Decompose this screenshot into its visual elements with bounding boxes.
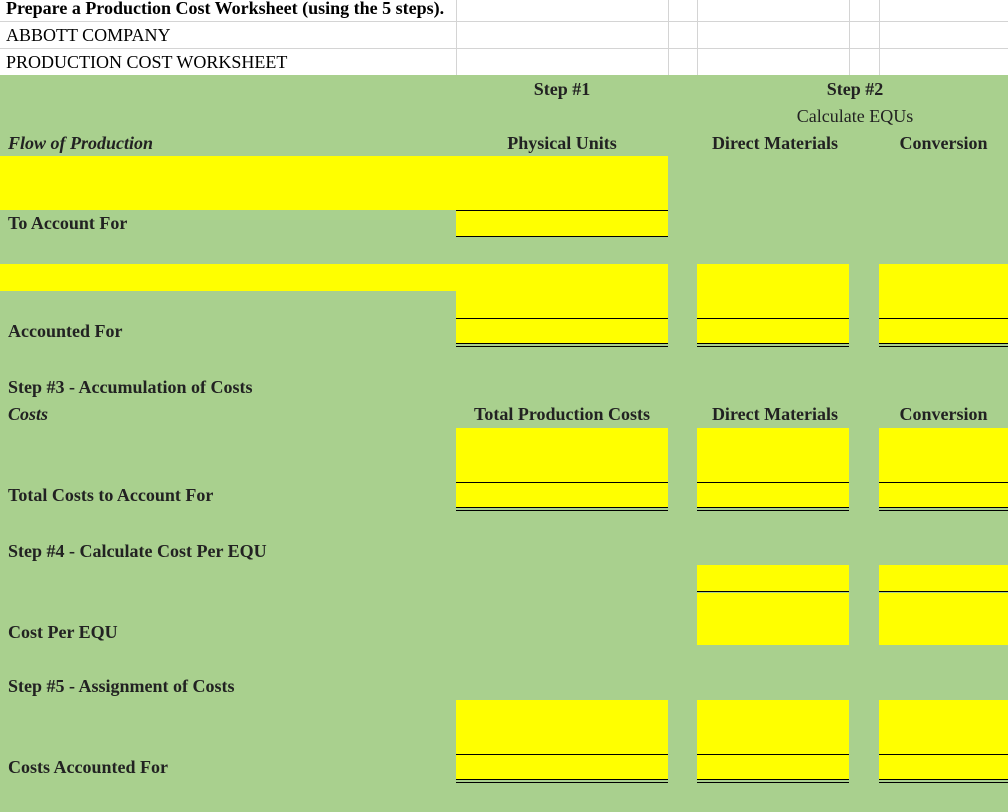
divide-line <box>879 591 1008 592</box>
costs-accounted-for-label[interactable]: Costs Accounted For <box>8 757 168 777</box>
step2-subheader[interactable]: Calculate EQUs <box>796 106 914 126</box>
cost-per-equ-label[interactable]: Cost Per EQU <box>8 622 118 642</box>
input-cell-dm-cpe[interactable] <box>697 593 849 645</box>
step1-header[interactable]: Step #1 <box>533 79 591 99</box>
input-cell-conv-cost[interactable] <box>879 428 1008 482</box>
input-cell-dm-cost-total[interactable] <box>697 483 849 508</box>
input-cell-accounted-desc[interactable] <box>0 264 456 291</box>
double-underline <box>879 343 1008 347</box>
total-production-costs-header[interactable]: Total Production Costs <box>473 404 651 424</box>
gridline <box>668 0 669 75</box>
input-cell-conv-cpe-numerator[interactable] <box>879 565 1008 591</box>
input-cell-conv-equ[interactable] <box>879 264 1008 318</box>
input-cell-assign-tpc[interactable] <box>456 700 668 754</box>
input-cell-dm-cost[interactable] <box>697 428 849 482</box>
double-underline <box>697 779 849 783</box>
step5-label[interactable]: Step #5 - Assignment of Costs <box>8 676 235 696</box>
gridline <box>0 48 1008 49</box>
double-underline <box>456 343 668 347</box>
input-cell-physical-total[interactable] <box>456 319 668 344</box>
worksheet-name[interactable]: PRODUCTION COST WORKSHEET <box>6 52 288 72</box>
conversion-header[interactable]: Conversion <box>899 133 988 153</box>
input-cell-flow[interactable] <box>0 156 668 210</box>
company-name[interactable]: ABBOTT COMPANY <box>6 25 171 45</box>
costs-label[interactable]: Costs <box>8 404 49 424</box>
input-cell-to-account-for[interactable] <box>456 211 668 236</box>
double-underline <box>456 507 668 511</box>
input-cell-conv-cpe[interactable] <box>879 593 1008 645</box>
step4-label[interactable]: Step #4 - Calculate Cost Per EQU <box>8 541 267 561</box>
input-cell-tpc[interactable] <box>456 428 668 482</box>
accounted-for-label[interactable]: Accounted For <box>8 321 123 341</box>
direct-materials-header-2[interactable]: Direct Materials <box>711 404 839 424</box>
input-cell-dm-equ[interactable] <box>697 264 849 318</box>
physical-units-header[interactable]: Physical Units <box>507 133 617 153</box>
input-cell-assign-dm-total[interactable] <box>697 755 849 780</box>
input-cell-assign-tpc-total[interactable] <box>456 755 668 780</box>
input-cell-dm-equ-total[interactable] <box>697 319 849 344</box>
gridline <box>456 0 457 75</box>
input-cell-physical-accounted[interactable] <box>456 264 668 318</box>
step3-label[interactable]: Step #3 - Accumulation of Costs <box>8 377 253 397</box>
double-underline <box>879 507 1008 511</box>
input-cell-assign-conv-total[interactable] <box>879 755 1008 780</box>
double-underline <box>879 779 1008 783</box>
to-account-for-label[interactable]: To Account For <box>8 213 128 233</box>
sheet-title[interactable]: Prepare a Production Cost Worksheet (using the 5 steps). <box>6 0 445 18</box>
input-cell-conv-equ-total[interactable] <box>879 319 1008 344</box>
underline <box>456 236 668 237</box>
double-underline <box>697 343 849 347</box>
gridline <box>879 0 880 75</box>
total-costs-label[interactable]: Total Costs to Account For <box>8 485 214 505</box>
input-cell-assign-dm[interactable] <box>697 700 849 754</box>
step2-header[interactable]: Step #2 <box>826 79 884 99</box>
input-cell-assign-conv[interactable] <box>879 700 1008 754</box>
conversion-header-2[interactable]: Conversion <box>899 404 988 424</box>
direct-materials-header[interactable]: Direct Materials <box>711 133 839 153</box>
gridline <box>849 0 850 75</box>
divide-line <box>697 591 849 592</box>
gridline <box>0 21 1008 22</box>
input-cell-conv-cost-total[interactable] <box>879 483 1008 508</box>
input-cell-tpc-total[interactable] <box>456 483 668 508</box>
double-underline <box>456 779 668 783</box>
flow-of-production-label[interactable]: Flow of Production <box>8 133 154 153</box>
double-underline <box>697 507 849 511</box>
gridline <box>697 0 698 75</box>
input-cell-dm-cpe-numerator[interactable] <box>697 565 849 591</box>
